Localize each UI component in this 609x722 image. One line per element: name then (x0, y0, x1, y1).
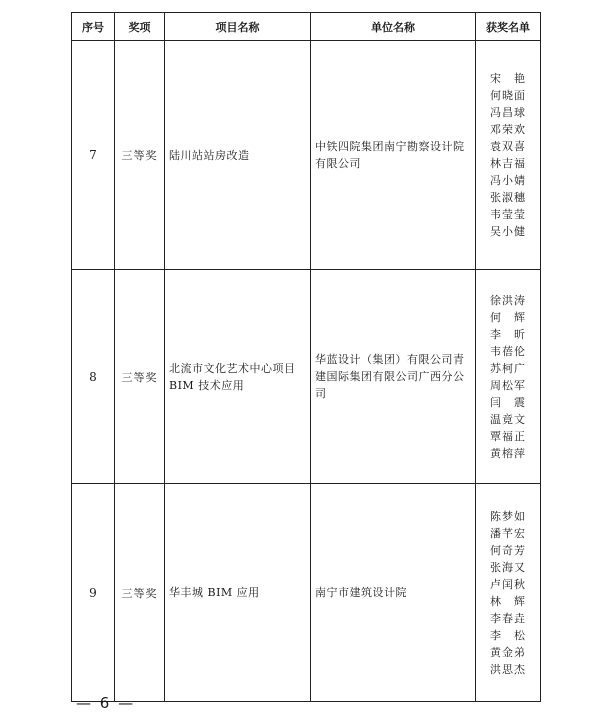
row-unit: 南宁市建筑设计院 (311, 484, 476, 702)
winner-name: 何奇芳 (490, 543, 526, 557)
row-winners (476, 41, 541, 270)
winner-name: 闫 震 (490, 395, 526, 409)
winner-name: 冯昌球 (490, 106, 526, 119)
header-unit: 单位名称 (311, 13, 476, 41)
winner-list (490, 70, 526, 240)
winner-list (490, 508, 526, 678)
row-award: 三等奖 (115, 270, 165, 484)
row-project: 北流市文化艺术中心项目BIM 技术应用 (165, 270, 311, 484)
winner-name: 黄榕萍 (490, 446, 526, 460)
winner-name: 袁双喜 (490, 140, 526, 153)
row-award: 三等奖 (115, 484, 165, 702)
row-unit: 华蓝设计（集团）有限公司青建国际集团有限公司广西分公司 (311, 270, 476, 484)
winner-name: 冯小婧 (490, 174, 526, 187)
row-project: 陆川站站房改造 (165, 41, 311, 270)
winner-name: 洪思杰 (490, 662, 526, 676)
winner-name: 李春垚 (490, 611, 526, 625)
winner-name: 张海又 (490, 560, 526, 574)
row-winners (476, 484, 541, 702)
awards-table (71, 12, 541, 702)
row-index: 7 (72, 41, 115, 270)
winner-name: 林吉福 (490, 157, 526, 170)
row-winners (476, 270, 541, 484)
table-row (72, 484, 541, 702)
row-index: 9 (72, 484, 115, 702)
winner-name: 周松军 (490, 378, 526, 392)
winner-name: 张淑穗 (490, 191, 526, 204)
winner-name: 卢闰秋 (490, 577, 526, 591)
winner-name: 李 松 (490, 628, 526, 642)
winner-name: 林 辉 (490, 594, 526, 608)
table-row (72, 41, 541, 270)
winner-name: 韦蓓伦 (490, 344, 526, 358)
winner-name: 何晓面 (490, 89, 526, 102)
winner-name: 李 昕 (490, 327, 526, 341)
winner-list (490, 292, 526, 462)
winner-name: 吴小健 (490, 225, 526, 238)
winner-name: 宋 艳 (490, 72, 526, 85)
header-project: 项目名称 (165, 13, 311, 41)
winner-name: 温竟文 (490, 412, 526, 426)
row-index: 8 (72, 270, 115, 484)
winner-name: 潘芊宏 (490, 526, 526, 540)
winner-name: 覃福正 (490, 429, 526, 443)
winner-name: 陈梦如 (490, 509, 526, 523)
winner-name: 徐洪涛 (490, 293, 526, 307)
table-header-row (72, 13, 541, 41)
page-number: — 6 — (76, 694, 136, 712)
row-award: 三等奖 (115, 41, 165, 270)
header-index: 序号 (72, 13, 115, 41)
row-unit: 中铁四院集团南宁勘察设计院有限公司 (311, 41, 476, 270)
row-project: 华丰城 BIM 应用 (165, 484, 311, 702)
winner-name: 黄金弟 (490, 645, 526, 659)
header-winners: 获奖名单 (476, 13, 541, 41)
winner-name: 邓荣欢 (490, 123, 526, 136)
winner-name: 何 辉 (490, 310, 526, 324)
header-award: 奖项 (115, 13, 165, 41)
winner-name: 苏柯广 (490, 361, 526, 375)
winner-name: 韦莹莹 (490, 208, 526, 221)
table-row (72, 270, 541, 484)
